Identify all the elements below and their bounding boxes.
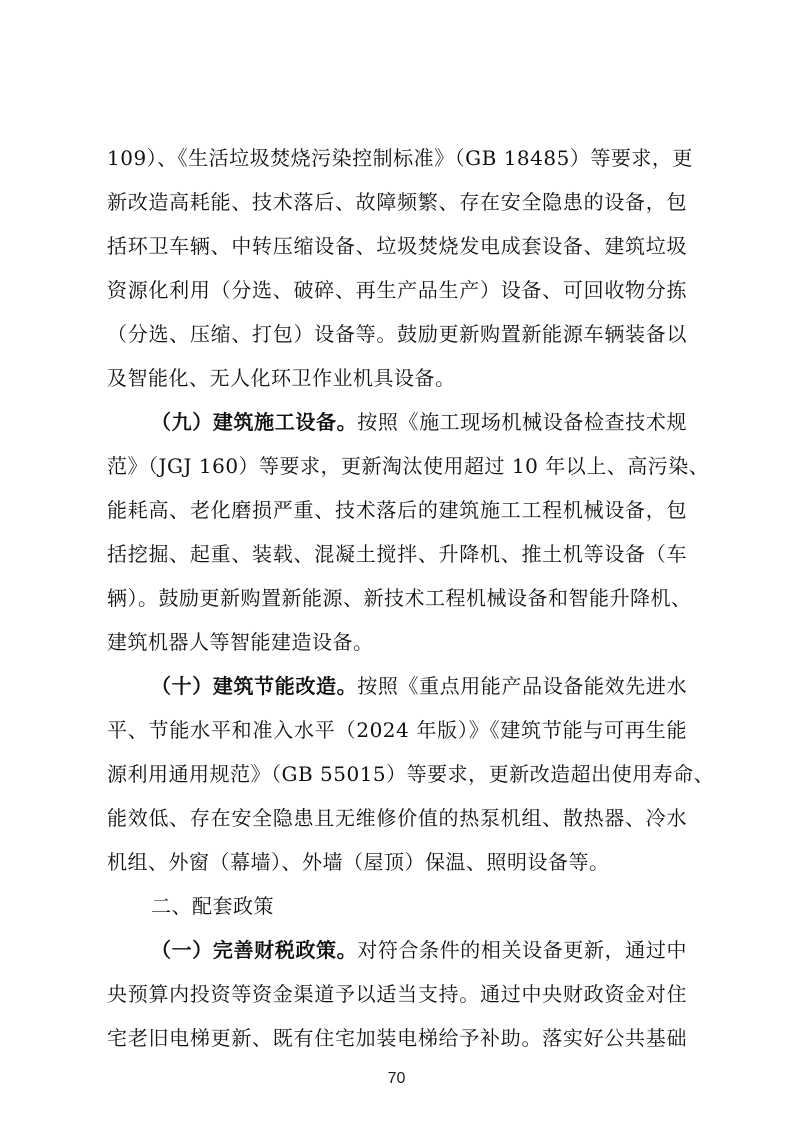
subsection-first-line: [151, 402, 687, 442]
body-text: 按照《重点用能产品设备能效先进水: [357, 674, 688, 698]
body-text: 按照《施工现场机械设备检查技术规: [357, 410, 688, 434]
body-text-line: 央预算内投资等资金渠道予以适当支持。通过中央财政资金对住: [107, 982, 687, 1006]
body-text-line: 括挖掘、起重、装载、混凝土搅拌、升降机、推土机等设备（车: [107, 542, 687, 566]
body-text-line: 宅老旧电梯更新、既有住宅加装电梯给予补助。落实好公共基础: [107, 1026, 687, 1050]
subsection-first-line: [151, 666, 687, 706]
body-text-line: 机组、外窗（幕墙）、外墙（屋顶）保温、照明设备等。: [107, 850, 610, 874]
subsection-heading: （十）建筑节能改造。: [151, 674, 358, 698]
body-text: 对符合条件的相关设备更新，通过中: [357, 938, 688, 962]
body-text-line: 能效低、存在安全隐患且无维修价值的热泵机组、散热器、冷水: [107, 806, 687, 830]
section-heading: 二、配套政策: [151, 894, 274, 918]
body-text-line: 109）、《生活垃圾焚烧污染控制标准》（GB 18485）等要求，更: [107, 146, 693, 170]
body-text-line: 新改造高耗能、技术落后、故障频繁、存在安全隐患的设备，包: [107, 190, 687, 214]
page-number: 70: [387, 1070, 406, 1087]
subsection-heading: （九）建筑施工设备。: [151, 410, 358, 434]
subsection-first-line: [151, 930, 687, 970]
body-text-line: 建筑机器人等智能建造设备。: [107, 630, 374, 654]
body-text-line: 辆）。鼓励更新购置新能源、新技术工程机械设备和智能升降机、: [107, 586, 692, 610]
body-text-line: 及智能化、无人化环卫作业机具设备。: [107, 366, 456, 390]
body-text-line: 源利用通用规范》（GB 55015）等要求，更新改造超出使用寿命、: [107, 762, 715, 786]
body-text-line: 范》（JGJ 160）等要求，更新淘汰使用超过 10 年以上、高污染、: [107, 454, 710, 478]
body-text-line: 能耗高、老化磨损严重、技术落后的建筑施工工程机械设备，包: [107, 498, 687, 522]
body-text-line: 资源化利用（分选、破碎、再生产品生产）设备、可回收物分拣: [107, 278, 687, 302]
body-text-line: （分选、压缩、打包）设备等。鼓励更新购置新能源车辆装备以: [107, 322, 687, 346]
body-text-line: 括环卫车辆、中转压缩设备、垃圾焚烧发电成套设备、建筑垃圾: [107, 234, 687, 258]
body-text-line: 平、节能水平和准入水平（2024 年版）》《建筑节能与可再生能: [107, 718, 687, 742]
subsection-heading: （一）完善财税政策。: [151, 938, 358, 962]
